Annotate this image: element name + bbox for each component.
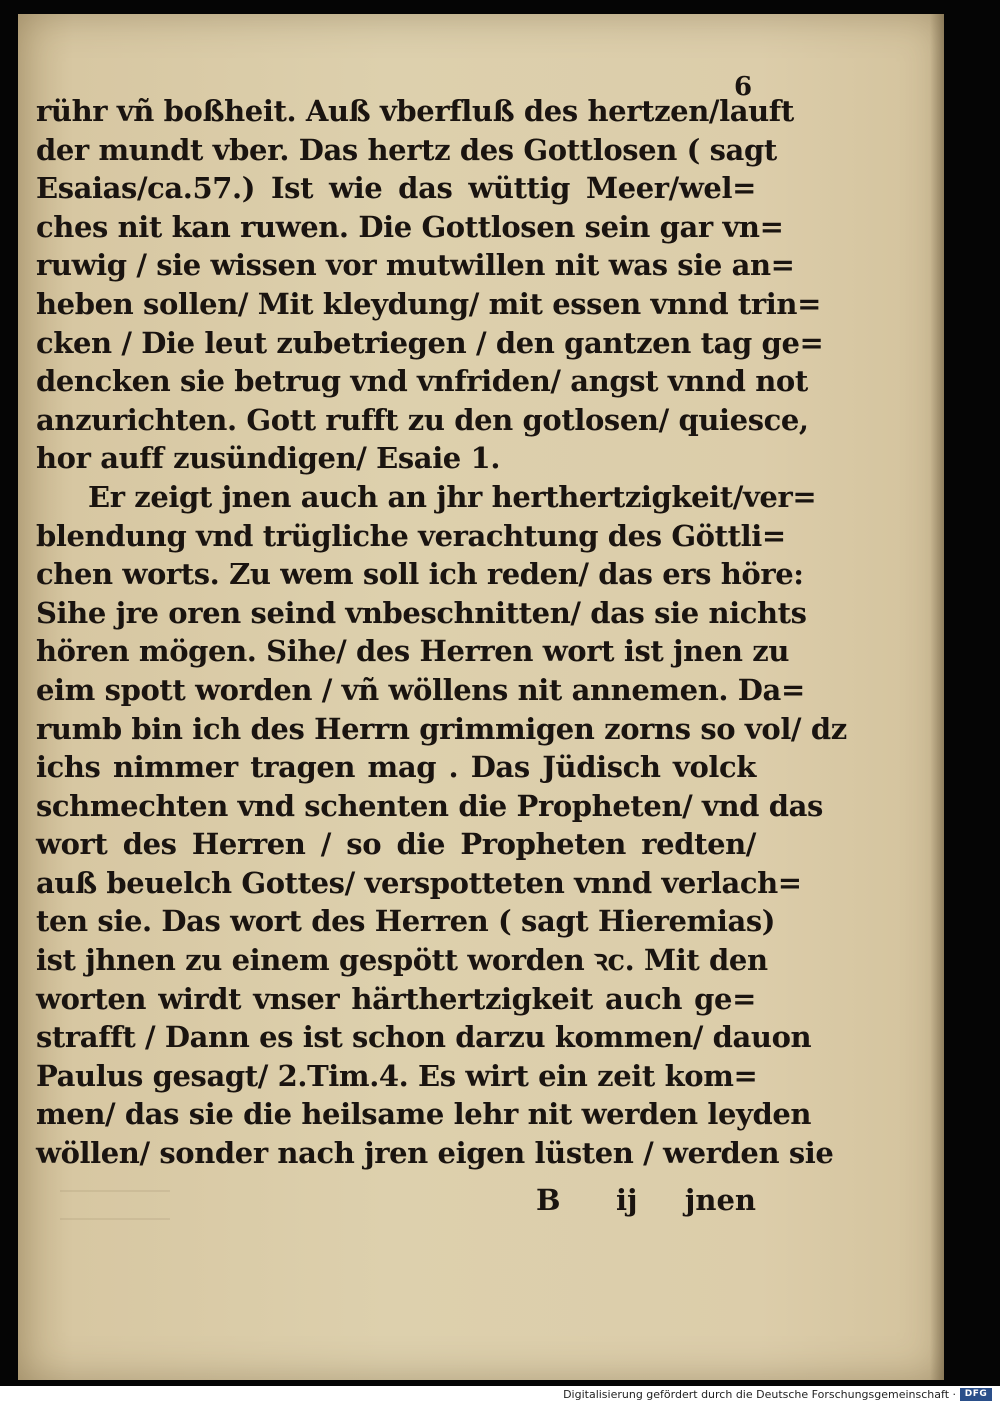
page-edge-shadow <box>930 14 944 1380</box>
text-line: ruwig / sie wissen vor mutwillen nit was sie an= <box>36 248 795 283</box>
text-line: Sihe jre oren seind vnbeschnitten/ das sie nichts <box>36 595 807 630</box>
footer-bar <box>0 1386 1000 1404</box>
text-line: chen worts. Zu wem soll ich reden/ das ers höre: <box>36 557 804 592</box>
text-line: ist jhnen zu einem gespött worden ꝛc. Mit den <box>36 943 768 978</box>
text-line: wöllen/ sonder nach jren eigen lüsten / werden sie <box>36 1136 834 1171</box>
text-line: rühr vñ boßheit. Auß vberfluß des hertzen/lauft <box>36 94 794 128</box>
text-line: cken / Die leut zubetriegen / den gantzen tag ge= <box>36 325 824 360</box>
signature-mark: B <box>536 1183 561 1217</box>
text-line: anzurichten. Gott rufft zu den gotlosen/ quiesce, <box>36 402 809 437</box>
text-line: eim spott worden / vñ wöllens nit annemen. Da= <box>36 672 805 707</box>
text-line: schmechten vnd schenten die Propheten/ vnd das <box>36 788 823 823</box>
text-block <box>36 92 847 1173</box>
text-line: heben sollen/ Mit kleydung/ mit essen vnnd trin= <box>36 286 821 321</box>
text-line: ichs nimmer tragen mag . Das Jüdisch volck <box>36 750 756 785</box>
footer-credit: Digitalisierung gefördert durch die Deutsche Forschungsgemeinschaft · <box>563 1388 956 1401</box>
text-line: ten sie. Das wort des Herren ( sagt Hieremias) <box>36 904 776 939</box>
dfg-logo-icon: DFG <box>960 1388 992 1401</box>
text-line: dencken sie betrug vnd vnfriden/ angst vnnd not <box>36 364 808 399</box>
text-line: auß beuelch Gottes/ verspotteten vnnd verlach= <box>36 865 802 900</box>
text-line: Paulus gesagt/ 2.Tim.4. Es wirt ein zeit kom= <box>36 1058 758 1093</box>
text-line: hor auff zusündigen/ Esaie 1. <box>36 441 501 476</box>
signature-row <box>36 1180 756 1220</box>
text-line: worten wirdt vnser härthertzigkeit auch ge= <box>36 981 756 1016</box>
text-line: strafft / Dann es ist schon darzu kommen/ dauon <box>36 1020 812 1055</box>
text-line: blendung vnd trügliche verachtung des Göttli= <box>36 518 786 553</box>
text-line: wort des Herren / so die Propheten redten/ <box>36 827 756 862</box>
text-line: men/ das sie die heilsame lehr nit werden leyden <box>36 1097 812 1132</box>
text-line: hören mögen. Sihe/ des Herren wort ist jnen zu <box>36 634 790 669</box>
text-line: der mundt vber. Das hertz des Gottlosen ( sagt <box>36 132 777 167</box>
folio-number: 6 <box>734 72 753 102</box>
text-line: rumb bin ich des Herrn grimmigen zorns so vol/ dz <box>36 711 847 746</box>
signature-number: ij <box>616 1183 638 1217</box>
text-line: Esaias/ca.57.) Ist wie das wüttig Meer/wel= <box>36 171 756 206</box>
text-line: ches nit kan ruwen. Die Gottlosen sein gar vn= <box>36 209 784 244</box>
catchword: jnen <box>684 1183 756 1217</box>
text-line: Er zeigt jnen auch an jhr herthertzigkeit/ver= <box>88 479 817 514</box>
